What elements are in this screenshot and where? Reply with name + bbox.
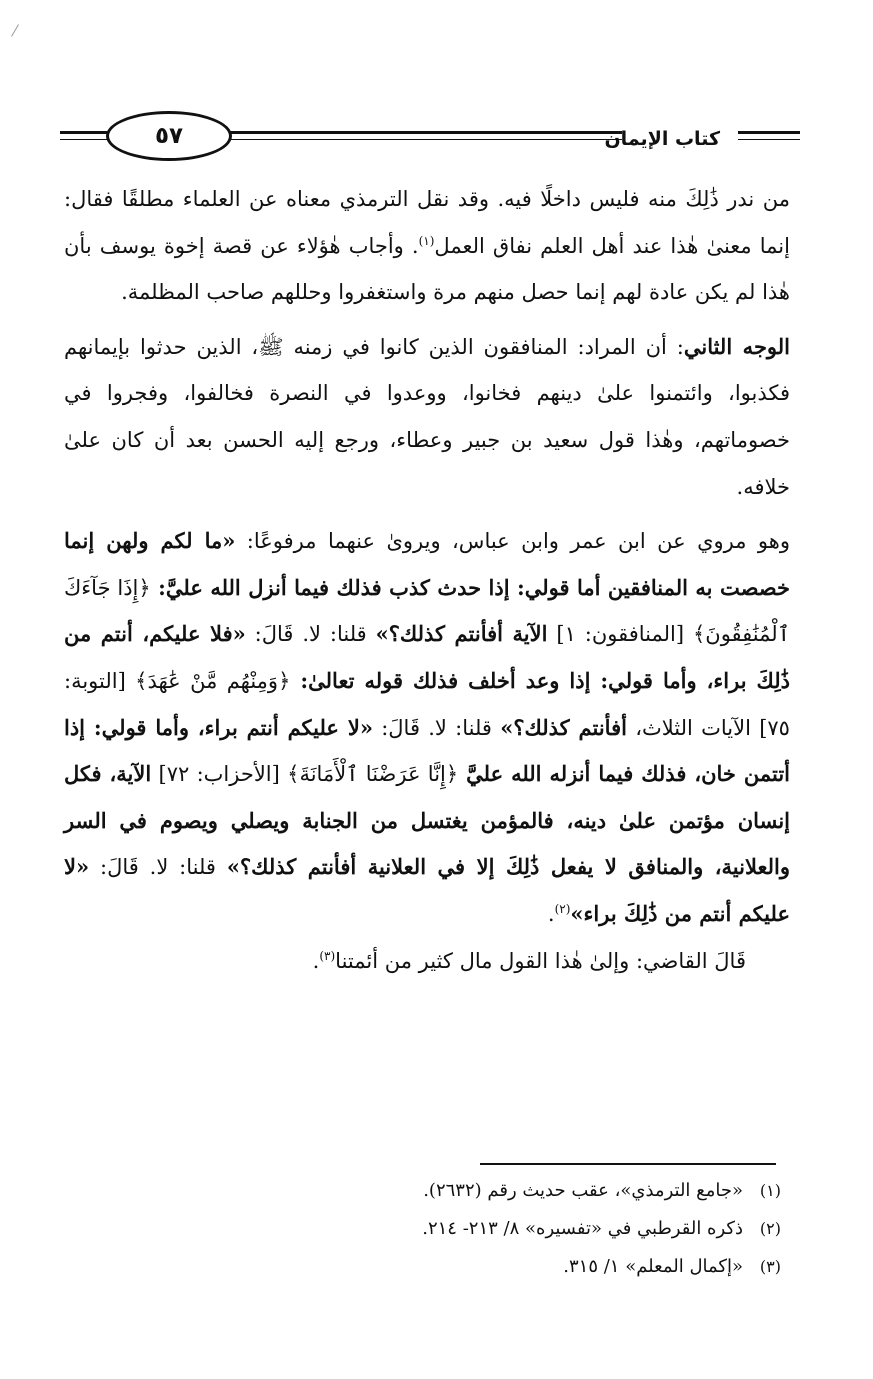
p3-hadith-4: أفأنتم كذلك؟» (500, 714, 627, 740)
footnote-separator (480, 1163, 776, 1165)
page-number: ٥٧ (106, 111, 232, 161)
paragraph-2-text: : أن المراد: المنافقون الذين كانوا في زمنه ﷺ، الذين حدثوا بإيمانهم فكذبوا، وائتمنوا علىٰ دينهم فخانوا، ووعدوا في النصرة فخالفوا، وفجروا في خصوماتهم، وهٰذا قول سعيد بن جبير وعطاء، ورجع إليه الحسن بعد أن كان علىٰ خلافه. (64, 334, 790, 499)
main-text (64, 176, 790, 984)
paragraph-2 (64, 324, 790, 510)
footnote-3 (141, 1248, 781, 1286)
header-rule-left (60, 131, 110, 134)
p3-hadith-1: «ما لكم ولهن إنما خصصت به المنافقين أما قولي: إذا حدث كذب فذلك فيما أنزل الله عليَّ: (64, 528, 790, 600)
scan-mark (11, 24, 19, 37)
paragraph-4 (64, 938, 790, 985)
p3-hadith-2: الآية أفأنتم كذلك؟» (375, 621, 548, 647)
paragraph-4-end: . (312, 948, 320, 973)
footnote-1 (141, 1172, 781, 1210)
footnotes (141, 1172, 781, 1286)
page-header (60, 106, 800, 166)
p3-reply-2: قلنا: لا. قَالَ: (372, 715, 501, 740)
p3-reply-1: قلنا: لا. قَالَ: (245, 622, 376, 647)
footnote-2 (141, 1210, 781, 1248)
header-rule-middle (230, 131, 622, 134)
footnote-3-text: «إكمال المعلم» ١/ ٣١٥. (563, 1256, 743, 1277)
p3-hadith-6: الآية، فكل إنسان مؤتمن علىٰ دينه، فالمؤمن يغتسل من الجنابة ويصلي ويصوم في السر والعلانية، والمنافق لا يفعل ذَٰلِكَ إلا في العلانية أفأنتم كذلك؟» (64, 761, 790, 880)
p3-reply-3: قلنا: لا. قَالَ: (89, 855, 227, 880)
paragraph-1 (64, 176, 790, 316)
footnote-3-number: (٣) (759, 1257, 781, 1276)
header-rule-right (738, 131, 800, 134)
header-rule-left-thin (60, 139, 110, 140)
paragraph-4-text: قَالَ القاضي: وإلىٰ هٰذا القول مال كثير من أئمتنا (335, 948, 746, 973)
p3-hadith-5: «لا عليكم أنتم براء، وأما قولي: إذا أتتمن خان، فذلك فيما أنزله الله عليَّ (64, 714, 790, 787)
p3-end: . (547, 901, 555, 926)
paragraph-1-text: من ندر ذَٰلِكَ منه فليس داخلًا فيه. وقد نقل الترمذي معناه عن العلماء مطلقًا فقال: إنما معنىٰ هٰذا عند أهل العلم نفاق العمل (64, 187, 790, 258)
paragraph-1-end: . وأجاب هٰؤلاء عن قصة إخوة يوسف بأن هٰذا لم يكن عادة لهم إنما حصل منهم مرة واستغفروا وحللهم صاحب المظلمة. (64, 233, 790, 305)
footnote-1-number: (١) (759, 1181, 781, 1200)
paragraph-3 (64, 518, 790, 937)
p3-hadith-3: «فلا عليكم، أنتم من ذَٰلِكَ براء، وأما قولي: إذا وعد أخلف فذلك قوله تعالىٰ: (64, 621, 791, 693)
paragraph-2-lead: الوجه الثاني (683, 333, 791, 359)
header-rule-middle-thin (230, 139, 622, 140)
header-rule-right-thin (738, 139, 800, 140)
p3-quran-2: ﴿وَمِنْهُم مَّنْ عَٰهَدَ﴾ [التوبة: ٧٥] الآيات الثلاث، (64, 668, 790, 740)
footnote-ref-3: (٣) (319, 948, 336, 963)
footnote-2-number: (٢) (759, 1219, 781, 1238)
p3-quran-3: ﴿إِنَّا عَرَضْنَا ٱلْأَمَانَةَ﴾ [الأحزاب: ٧٢] (151, 762, 459, 787)
footnote-ref-1: (١) (418, 233, 435, 248)
footnote-1-text: «جامع الترمذي»، عقب حديث رقم (٢٦٣٢). (423, 1180, 743, 1201)
book-title: كتاب الإيمان (604, 128, 720, 150)
footnote-2-text: ذكره القرطبي في «تفسيره» ٨/ ٢١٣- ٢١٤. (422, 1218, 743, 1239)
p3-hadith-7: «لا عليكم أنتم من ذَٰلِكَ براء» (64, 854, 790, 926)
p3-intro: وهو مروي عن ابن عمر وابن عباس، ويروىٰ عنهما مرفوعًا: (235, 529, 790, 554)
footnote-ref-2: (٢) (554, 901, 571, 916)
p3-quran-1: ﴿إِذَا جَآءَكَ ٱلْمُنَٰفِقُونَ﴾ [المنافقون: ١] (64, 575, 790, 647)
